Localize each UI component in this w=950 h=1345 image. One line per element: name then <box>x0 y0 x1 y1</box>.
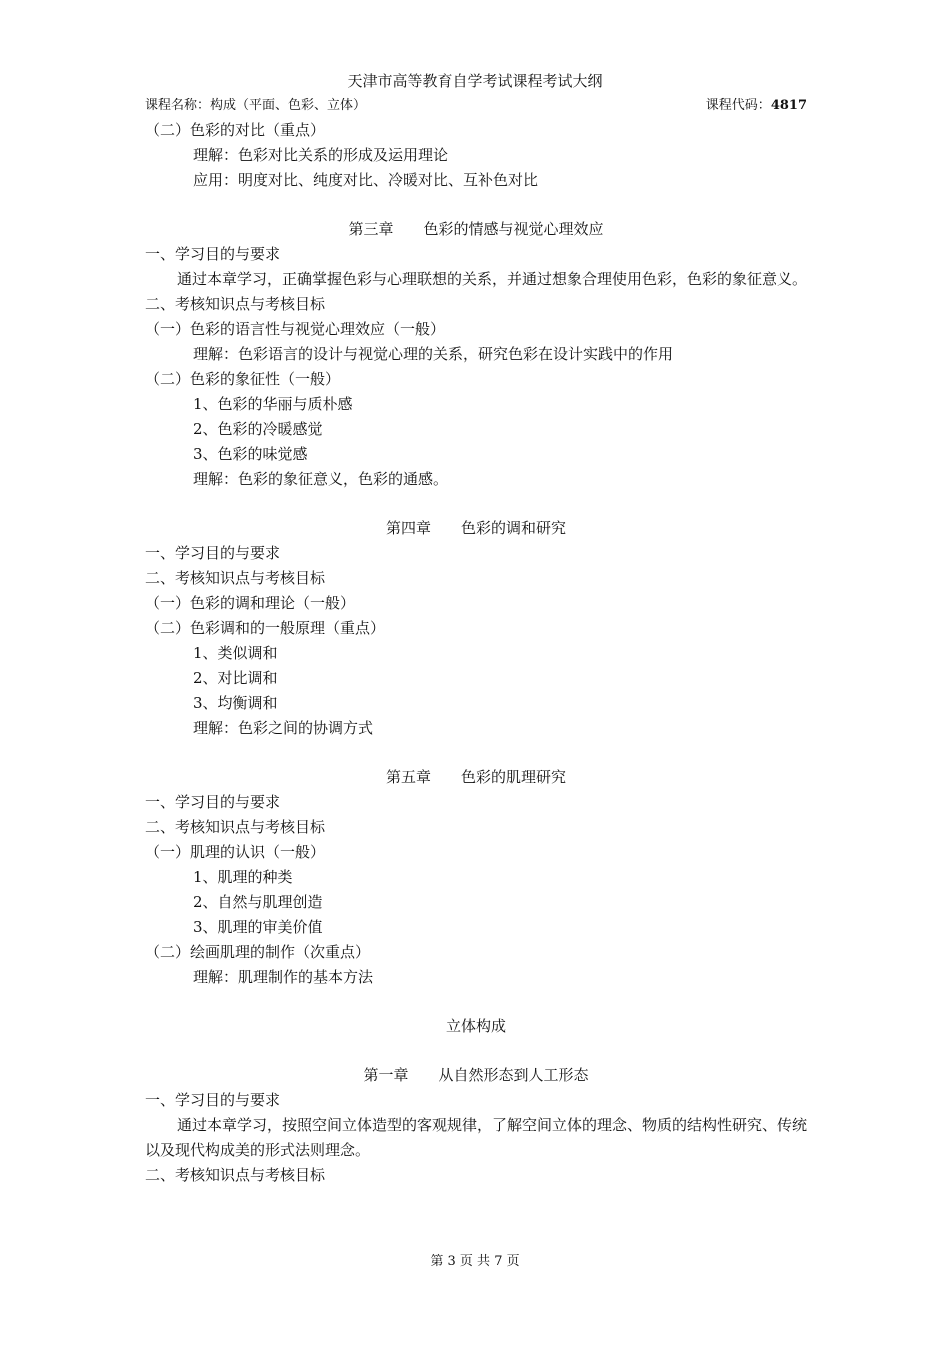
sub-item: 理解：色彩之间的协调方式 <box>193 719 374 737</box>
sub-item: 1、肌理的种类 <box>193 868 293 886</box>
blank-line <box>145 741 807 765</box>
sub-item: 理解：色彩的象征意义，色彩的通感。 <box>193 470 449 488</box>
sub-item: 3、肌理的审美价值 <box>193 918 323 936</box>
sub-item: 3、色彩的味觉感 <box>193 445 308 463</box>
sub-item: 3、均衡调和 <box>193 694 278 712</box>
chapter-heading: 立体构成 <box>445 1017 506 1035</box>
paragraph: 通过本章学习，按照空间立体造型的客观规律，了解空间立体的理念、物质的结构性研究、传统以及现代构成美的形式法则理念。 <box>145 1116 808 1159</box>
section-line: 一、学习目的与要求 <box>145 544 281 562</box>
course-name: 课程名称：构成（平面、色彩、立体） <box>145 98 367 113</box>
chapter-heading: 第一章 从自然形态到人工形态 <box>363 1066 589 1084</box>
section-line: 二、考核知识点与考核目标 <box>145 1166 326 1184</box>
page-footer: 第 3 页 共 7 页 <box>430 1254 520 1269</box>
sub-item: 理解：肌理制作的基本方法 <box>193 968 374 986</box>
section-line: （一）色彩的语言性与视觉心理效应（一般） <box>145 320 446 338</box>
sub-item: 2、自然与肌理创造 <box>193 893 323 911</box>
document-title: 天津市高等教育自学考试课程考试大纲 <box>347 72 603 90</box>
sub-item: 1、类似调和 <box>193 644 278 662</box>
section-line: （二）色彩的象征性（一般） <box>145 370 341 388</box>
blank-line <box>145 492 807 516</box>
chapter-heading: 第五章 色彩的肌理研究 <box>385 768 566 786</box>
document-body <box>145 118 807 1188</box>
sub-item: 2、对比调和 <box>193 669 278 687</box>
paragraph: 通过本章学习，正确掌握色彩与心理联想的关系，并通过想象合理使用色彩，色彩的象征意义。 <box>177 270 808 288</box>
blank-line <box>145 990 807 1014</box>
section-line: （一）肌理的认识（一般） <box>145 843 326 861</box>
section-line: 一、学习目的与要求 <box>145 1091 281 1109</box>
section-line: （二）色彩的对比（重点） <box>145 121 326 139</box>
section-line: （一）色彩的调和理论（一般） <box>145 594 356 612</box>
course-code-value: 4817 <box>770 98 807 113</box>
blank-line <box>145 193 807 217</box>
section-line: 二、考核知识点与考核目标 <box>145 569 326 587</box>
chapter-heading: 第三章 色彩的情感与视觉心理效应 <box>348 220 604 238</box>
course-code <box>706 94 807 113</box>
sub-item: 应用：明度对比、纯度对比、冷暖对比、互补色对比 <box>193 171 539 189</box>
course-code-label: 课程代码： <box>705 98 771 113</box>
section-line: （二）色彩调和的一般原理（重点） <box>145 619 386 637</box>
section-line: 二、考核知识点与考核目标 <box>145 818 326 836</box>
chapter-heading: 第四章 色彩的调和研究 <box>385 519 566 537</box>
sub-item: 理解：色彩语言的设计与视觉心理的关系，研究色彩在设计实践中的作用 <box>193 345 674 363</box>
sub-item: 1、色彩的华丽与质朴感 <box>193 395 353 413</box>
section-line: 一、学习目的与要求 <box>145 793 281 811</box>
sub-item: 2、色彩的冷暖感觉 <box>193 420 323 438</box>
course-info-row <box>145 94 807 113</box>
blank-line <box>145 1039 807 1063</box>
section-line: 二、考核知识点与考核目标 <box>145 295 326 313</box>
sub-item: 理解：色彩对比关系的形成及运用理论 <box>193 146 449 164</box>
section-line: 一、学习目的与要求 <box>145 245 281 263</box>
section-line: （二）绘画肌理的制作（次重点） <box>145 943 371 961</box>
